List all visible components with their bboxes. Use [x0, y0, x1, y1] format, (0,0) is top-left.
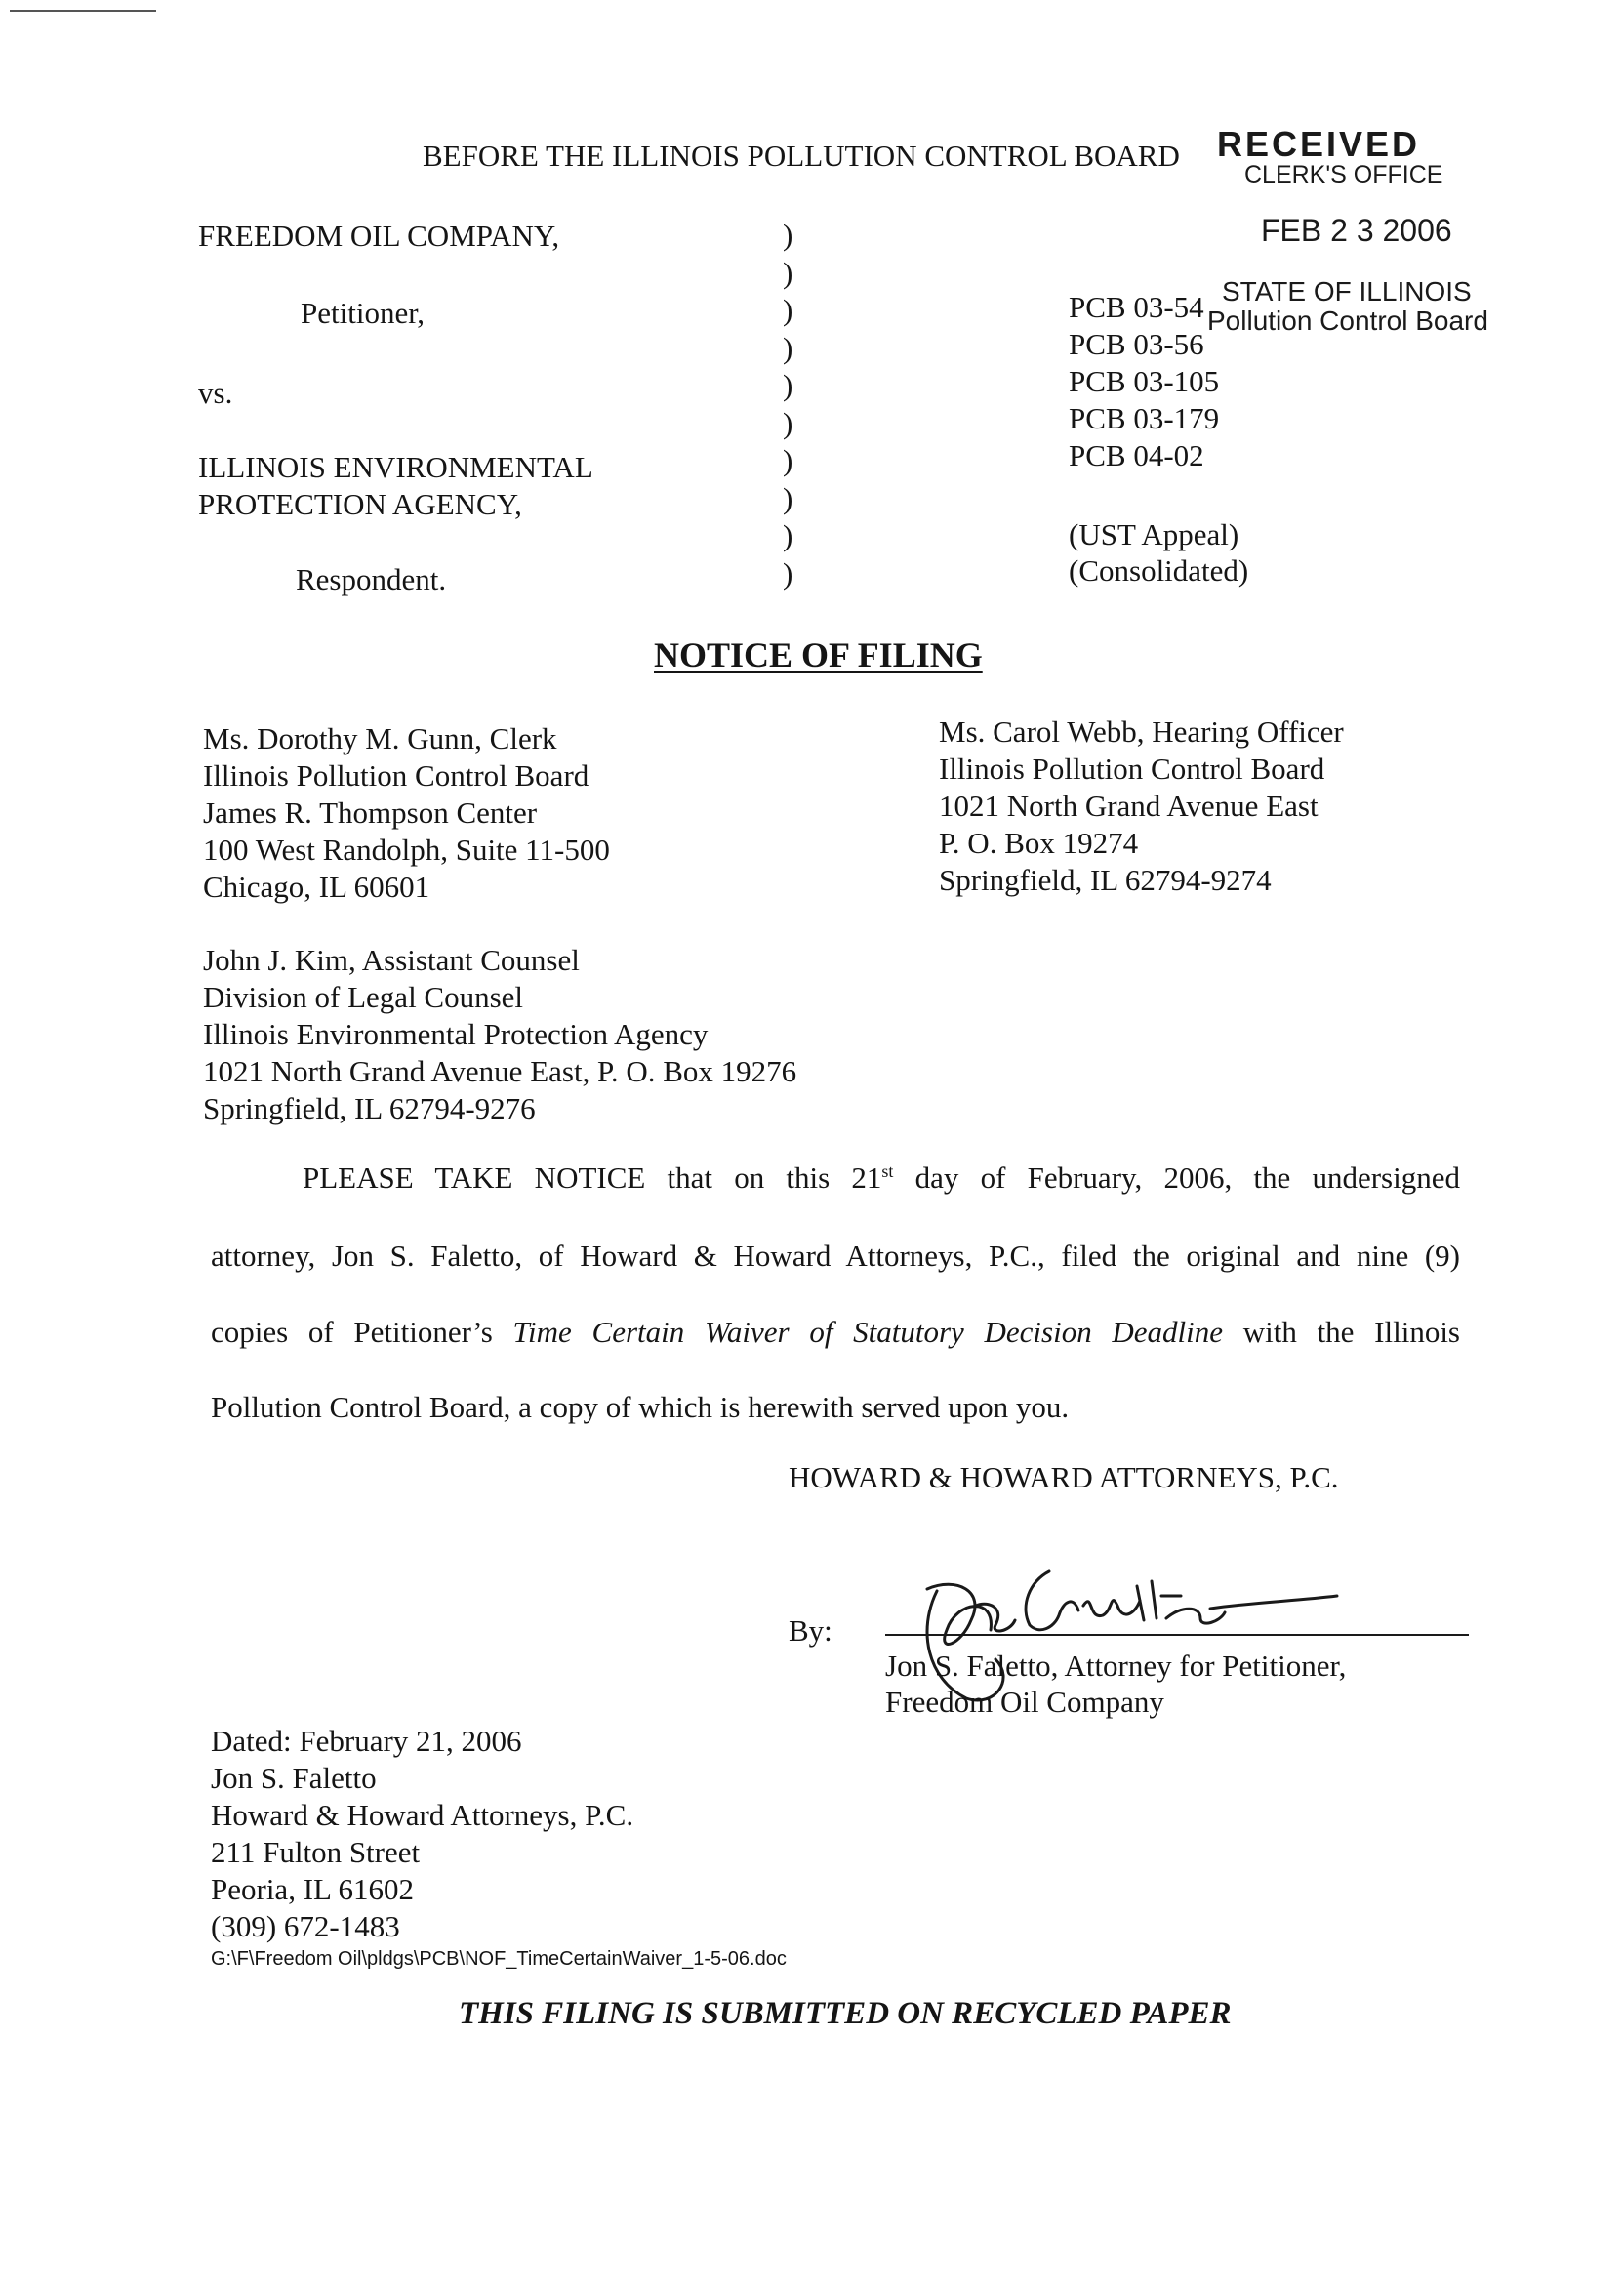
case-number: PCB 04-02: [1069, 438, 1204, 472]
stamp-board: Pollution Control Board: [1207, 306, 1488, 336]
footer-street: 211 Fulton Street: [211, 1835, 421, 1869]
board-title: BEFORE THE ILLINOIS POLLUTION CONTROL BOARD: [423, 139, 1180, 173]
body-line-1: [303, 1160, 1460, 1197]
address-line: Ms. Dorothy M. Gunn, Clerk: [203, 721, 557, 755]
respondent-name-line1: ILLINOIS ENVIRONMENTAL: [198, 450, 593, 484]
address-line: 100 West Randolph, Suite 11-500: [203, 833, 610, 867]
stamp-clerks-office: CLERK'S OFFICE: [1244, 161, 1443, 188]
case-number: PCB 03-56: [1069, 327, 1204, 361]
stamp-state: STATE OF ILLINOIS: [1222, 276, 1472, 306]
case-number: PCB 03-105: [1069, 364, 1220, 398]
paren: ): [783, 368, 793, 402]
file-path: G:\F\Freedom Oil\pldgs\PCB\NOF_TimeCertainWaiver_1-5-06.doc: [211, 1948, 787, 1970]
body-text: day of February, 2006, the undersigned: [893, 1161, 1460, 1195]
respondent-role: Respondent.: [296, 562, 447, 596]
case-number: PCB 03-179: [1069, 401, 1220, 435]
address-line: Ms. Carol Webb, Hearing Officer: [939, 714, 1344, 749]
case-number: PCB 03-54: [1069, 290, 1204, 324]
address-line: Springfield, IL 62794-9276: [203, 1091, 536, 1125]
respondent-name-line2: PROTECTION AGENCY,: [198, 487, 522, 521]
body-line-3: [211, 1314, 1460, 1351]
address-line: Division of Legal Counsel: [203, 980, 524, 1014]
footer-city: Peoria, IL 61602: [211, 1872, 415, 1906]
paren: ): [783, 405, 793, 440]
address-line: Illinois Environmental Protection Agency: [203, 1017, 709, 1051]
consolidated-label: (Consolidated): [1069, 553, 1249, 588]
footer-firm: Howard & Howard Attorneys, P.C.: [211, 1798, 634, 1832]
address-line: Illinois Pollution Control Board: [939, 752, 1325, 786]
dated: Dated: February 21, 2006: [211, 1724, 522, 1758]
body-text: PLEASE TAKE NOTICE that on this 21: [303, 1161, 882, 1195]
stamp-received: RECEIVED: [1217, 124, 1421, 164]
document-title: Time Certain Waiver of Statutory Decision Deadline: [512, 1315, 1224, 1349]
paren: ): [783, 330, 793, 365]
signer-line-1: Jon S. Faletto, Attorney for Petitioner,: [885, 1649, 1347, 1683]
paren: ): [783, 555, 793, 591]
petitioner-role: Petitioner,: [301, 296, 426, 330]
address-line: 1021 North Grand Avenue East: [939, 789, 1319, 823]
paren: ): [783, 480, 793, 515]
address-line: Springfield, IL 62794-9274: [939, 863, 1272, 897]
paren: ): [783, 293, 793, 327]
address-line: James R. Thompson Center: [203, 795, 538, 830]
by-label: By:: [789, 1613, 832, 1648]
paren: ): [783, 443, 793, 477]
caption-parentheses: [783, 217, 792, 592]
paren: ): [783, 518, 793, 552]
petitioner-name: FREEDOM OIL COMPANY,: [198, 219, 560, 253]
paren: ): [783, 218, 793, 252]
address-line: 1021 North Grand Avenue East, P. O. Box 19276: [203, 1054, 797, 1088]
scan-edge-line: [10, 10, 156, 12]
body-text: copies of Petitioner’s: [211, 1315, 513, 1349]
appeal-type: (UST Appeal): [1069, 517, 1239, 551]
paren: ): [783, 255, 793, 290]
notice-title: NOTICE OF FILING: [654, 635, 983, 674]
versus: vs.: [198, 376, 233, 410]
firm-name: HOWARD & HOWARD ATTORNEYS, P.C.: [789, 1460, 1339, 1494]
address-line: Illinois Pollution Control Board: [203, 758, 589, 793]
footer-phone: (309) 672-1483: [211, 1909, 400, 1943]
ordinal-suffix: st: [881, 1161, 894, 1181]
body-text: with the Illinois: [1223, 1315, 1460, 1349]
footer-address: [211, 1723, 633, 1945]
signer-line-2: Freedom Oil Company: [885, 1685, 1164, 1719]
recipient-clerk: [203, 720, 610, 906]
recipient-counsel: [203, 942, 796, 1127]
body-line-2: attorney, Jon S. Faletto, of Howard & Howard Attorneys, P.C., filed the original and nine (9): [211, 1239, 1460, 1273]
recipient-hearing-officer: [939, 713, 1344, 899]
address-line: P. O. Box 19274: [939, 826, 1139, 860]
footer-name: Jon S. Faletto: [211, 1761, 377, 1795]
address-line: John J. Kim, Assistant Counsel: [203, 943, 580, 977]
body-line-4: Pollution Control Board, a copy of which is herewith served upon you.: [211, 1390, 1070, 1424]
stamp-date: FEB 2 3 2006: [1261, 213, 1452, 248]
recycled-notice: THIS FILING IS SUBMITTED ON RECYCLED PAPER: [459, 1996, 1232, 2031]
address-line: Chicago, IL 60601: [203, 870, 430, 904]
case-numbers: [1069, 289, 1219, 474]
